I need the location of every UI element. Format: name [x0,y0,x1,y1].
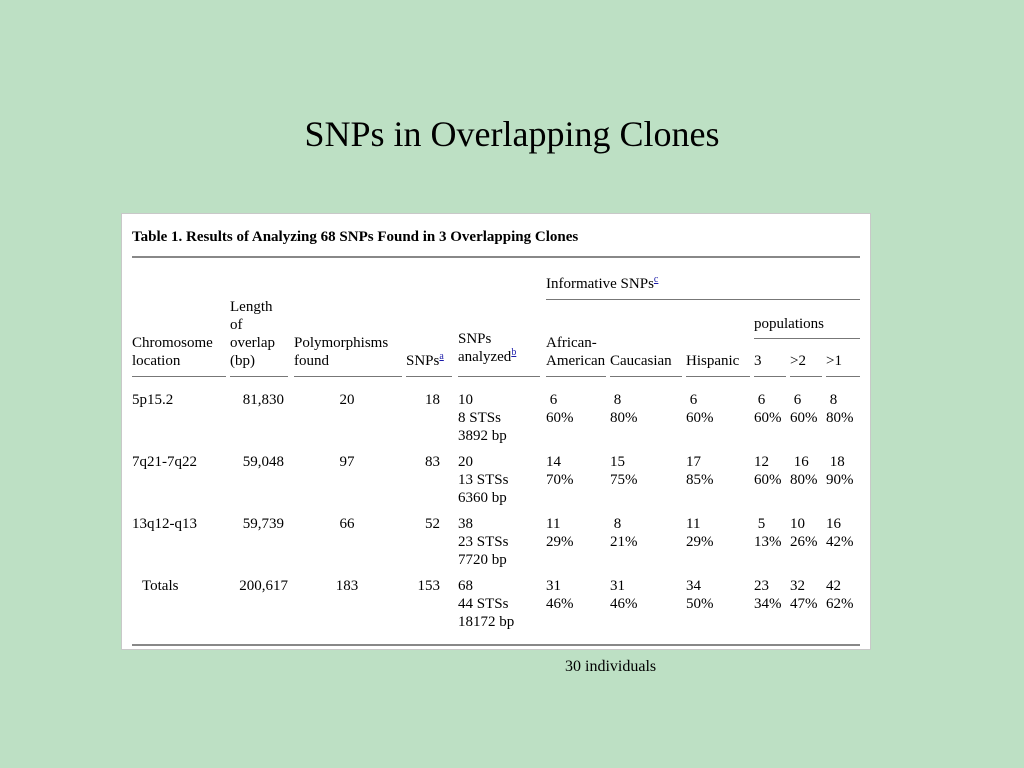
row-polymorphisms: 66 [339,516,355,532]
col-header-african-american: African- American [546,335,606,369]
row-pop-gt1: 42 62% [826,578,854,612]
header-rule [230,376,288,377]
row-pop-gt2: 16 80% [790,454,818,488]
informative-rule [546,299,860,300]
col-header-hispanic: Hispanic [686,353,740,369]
row-location: 5p15.2 [132,392,174,408]
row-pop-gt1: 16 42% [826,516,854,550]
table-top-rule [132,256,860,258]
row-snps-analyzed: 10 8 STSs 3892 bp [458,392,507,444]
row-hispanic: 17 85% [686,454,714,488]
col-header-pop-gt1: >1 [826,353,842,369]
row-length: 59,739 [242,516,284,532]
row-pop-gt1: 18 90% [826,454,854,488]
row-location: Totals [142,578,179,594]
row-pop-gt2: 6 60% [790,392,818,426]
snp-results-table [121,213,871,650]
footnote-a-link[interactable]: a [439,351,444,362]
row-snps-analyzed: 38 23 STSs 7720 bp [458,516,509,568]
row-polymorphisms: 183 [335,578,359,594]
header-rule [132,376,226,377]
row-african-american: 11 29% [546,516,574,550]
populations-rule [754,338,860,339]
footnote-c-link[interactable]: c [653,274,659,285]
row-hispanic: 6 60% [686,392,714,426]
row-length: 59,048 [242,454,284,470]
row-pop-gt2: 32 47% [790,578,818,612]
row-location: 13q12-q13 [132,516,197,532]
header-rule [790,376,822,377]
footnote-30-individuals: 30 individuals [565,658,657,675]
header-rule [686,376,750,377]
col-header-pop-gt2: >2 [790,353,806,369]
col-header-polymorphisms: Polymorphisms found [294,335,389,369]
footnote-b-link[interactable]: b [511,347,517,358]
row-caucasian: 15 75% [610,454,638,488]
row-snps: 52 [425,516,440,532]
col-header-caucasian: Caucasian [610,353,672,369]
header-rule [610,376,682,377]
row-caucasian: 8 80% [610,392,638,426]
row-pop-gt2: 10 26% [790,516,818,550]
row-caucasian: 8 21% [610,516,638,550]
header-rule [546,376,606,377]
row-hispanic: 34 50% [686,578,714,612]
col-header-pop-3: 3 [754,353,762,369]
header-rule [294,376,402,377]
header-rule [458,376,540,377]
populations-header: populations [754,316,824,332]
table-caption: Table 1. Results of Analyzing 68 SNPs Found in 3 Overlapping Clones [132,229,579,245]
row-african-american: 6 60% [546,392,574,426]
row-length: 200,617 [239,578,288,594]
header-rule [406,376,452,377]
row-location: 7q21-7q22 [132,454,197,470]
row-pop-gt1: 8 80% [826,392,854,426]
row-african-american: 14 70% [546,454,574,488]
row-pop-3: 23 34% [754,578,782,612]
informative-snps-header: Informative SNPs$^c$ [546,274,659,292]
row-snps: 153 [417,578,440,594]
header-rule [826,376,860,377]
row-african-american: 31 46% [546,578,574,612]
row-length: 81,830 [242,392,284,408]
col-header-snps-analyzed: SNPs analyzed$^b$ [458,331,517,365]
slide-title: SNPs in Overlapping Clones [304,114,720,154]
row-snps-analyzed: 20 13 STSs 6360 bp [458,454,509,506]
row-snps: 83 [425,454,440,470]
header-rule [754,376,786,377]
col-header-chromosome: Chromosome location [132,335,213,369]
col-header-length: Length of overlap (bp) [230,299,275,369]
row-pop-3: 6 60% [754,392,782,426]
row-polymorphisms: 97 [339,454,355,470]
col-header-snps: SNPs$^a$ [406,351,444,369]
row-snps: 18 [425,392,440,408]
row-snps-analyzed: 68 44 STSs 18172 bp [458,578,515,630]
table-bottom-rule [132,644,860,646]
row-hispanic: 11 29% [686,516,714,550]
row-pop-3: 12 60% [754,454,782,488]
row-polymorphisms: 20 [339,392,355,408]
row-pop-3: 5 13% [754,516,782,550]
row-caucasian: 31 46% [610,578,638,612]
